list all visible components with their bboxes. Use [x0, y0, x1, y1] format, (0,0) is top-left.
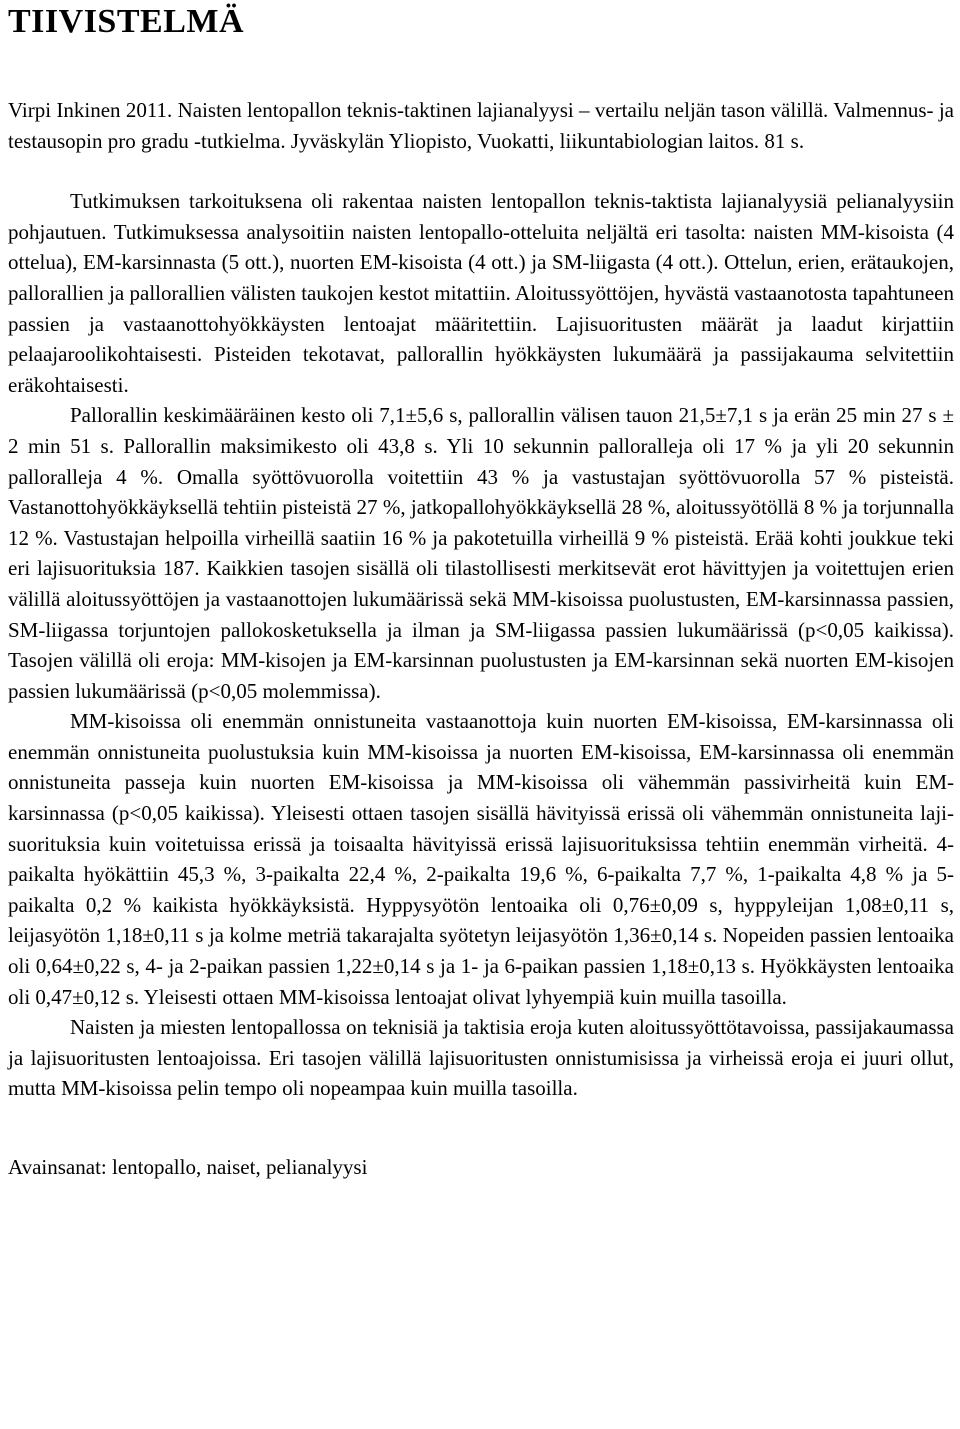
paragraph-conclusion: Naisten ja miesten lentopallossa on teknisiä ja taktisia eroja kuten aloitussyöttötavoissa, passijakaumassa ja lajisuoritusten lentoajoissa. Eri tasojen välillä lajisuoritusten onnistumisissa ja virheissä eroja ei juuri ollut, mutta MM-kisoissa pelin tempo oli nopeampaa kuin muilla tasoilla. — [8, 1015, 954, 1101]
citation: Virpi Inkinen 2011. Naisten lentopallon teknis-taktinen lajianalyysi – vertailu neljän tason välillä. Valmennus- ja testausopin pro gradu -tutkielma. Jyväskylän Yliopisto, Vuokatti, liikuntabiologian laitos. 81 s. — [8, 98, 954, 153]
abstract-page — [8, 0, 954, 1203]
keywords: Avainsanat: lentopallo, naiset, pelianalyysi — [8, 1155, 368, 1179]
page-title: TIIVISTELMÄ — [8, 3, 245, 40]
paragraph-results-rallies: Pallorallin keskimääräinen kesto oli 7,1±5,6 s, pallorallin välisen tauon 21,5±7,1 s ja erän 25 min 27 s ± 2 min 51 s. Pallorallin maksimikesto oli 43,8 s. Yli 10 sekunnin palloralleja oli 17 % ja yli 20 sekunnin palloralleja 4 %. Omalla syöttövuorolla voitettiin 43 % ja vastustajan syöttövuorolla 57 % pisteistä. Vastanottohyökkäyksellä tehtiin pisteistä 27 %, jatkopallohyökkäyksellä 28 %, aloitussyötöllä 8 % ja torjunnalla 12 %. Vastustajan helpoilla virheillä saatiin 16 % ja pakotetuilla virheillä 9 % pisteistä. Erää kohti joukkue teki eri lajisuorituksia 187. Kaikkien tasojen sisällä oli tilastollisesti merkitsevät erot hävittyjen ja voitettujen erien välillä aloitussyöttöjen ja vastaanottojen lukumäärissä sekä MM-kisoissa puolustusten, EM-karsinnassa passien, SM-liigassa torjuntojen pallokosketuksella ja ilman ja SM-liigassa passien lukumäärissä (p<0,05 kaikissa). Tasojen välillä oli eroja: MM-kisojen ja EM-karsinnan puolustusten ja EM-karsinnan sekä nuorten EM-kisojen passien lukumäärissä (p<0,05 molemmissa). — [8, 403, 954, 703]
paragraph-results-levels: MM-kisoissa oli enemmän onnistuneita vastaanottoja kuin nuorten EM-kisoissa, EM-karsinnassa oli enemmän onnistuneita puolustuksia kuin MM-kisoissa ja nuorten EM-kisoissa, EM-karsinnassa oli enemmän onnistuneita passeja kuin nuorten EM-kisoissa ja MM-kisoissa oli vähemmän passivirheitä kuin EM-karsinnassa (p<0,05 kaikissa). Yleisesti ottaen tasojen sisällä hävityissä erissä oli vähemmän onnistuneita lajisuorituksia kuin voitetuissa erissä ja toisaalta hävityissä erissä lajisuorituksissa tehtiin enemmän virheitä. 4-paikalta hyökättiin 45,3 %, 3-paikalta 22,4 %, 2-paikalta 19,6 %, 6-paikalta 7,7 %, 1-paikalta 4,8 % ja 5-paikalta 0,2 % kaikista hyökkäyksistä. Hyppysyötön lentoaika oli 0,76±0,09 s, hyppyleijan 1,08±0,11 s, leijasyötön 1,18±0,11 s ja kolme metriä takarajalta syötetyn leijasyötön 1,36±0,14 s. Nopeiden passien lentoaika oli 0,64±0,22 s, 4- ja 2-paikan passien 1,22±0,14 s ja 1- ja 6-paikan passien 1,18±0,13 s. Hyökkäysten lentoaika oli 0,47±0,12 s. Yleisesti ottaen MM-kisoissa lentoajat olivat lyhyempiä kuin muilla tasoilla. — [8, 709, 954, 1009]
paragraph-aim-methods: Tutkimuksen tarkoituksena oli rakentaa naisten lentopallon teknis-taktista lajianalyysiä pelianalyysiin pohjautuen. Tutkimuksessa analysoitiin naisten lentopallo-otteluita neljältä eri tasolta: naisten MM-kisoista (4 ottelua), EM-karsinnasta (5 ott.), nuorten EM-kisoista (4 ott.) ja SM-liigasta (4 ott.). Ottelun, erien, erätaukojen, pallorallien ja pallorallien välisten taukojen kestot mitattiin. Aloitussyöttöjen, hyvästä vastaanotosta tapahtuneen passien ja vastaanottohyökkäysten lentoajat määritettiin. Lajisuoritusten määrät ja laadut kirjattiin pelaajaroolikohtaisesti. Pisteiden tekotavat, pallorallin hyökkäysten lukumäärä ja passijakauma selvitettiin eräkohtaisesti. — [8, 189, 954, 397]
